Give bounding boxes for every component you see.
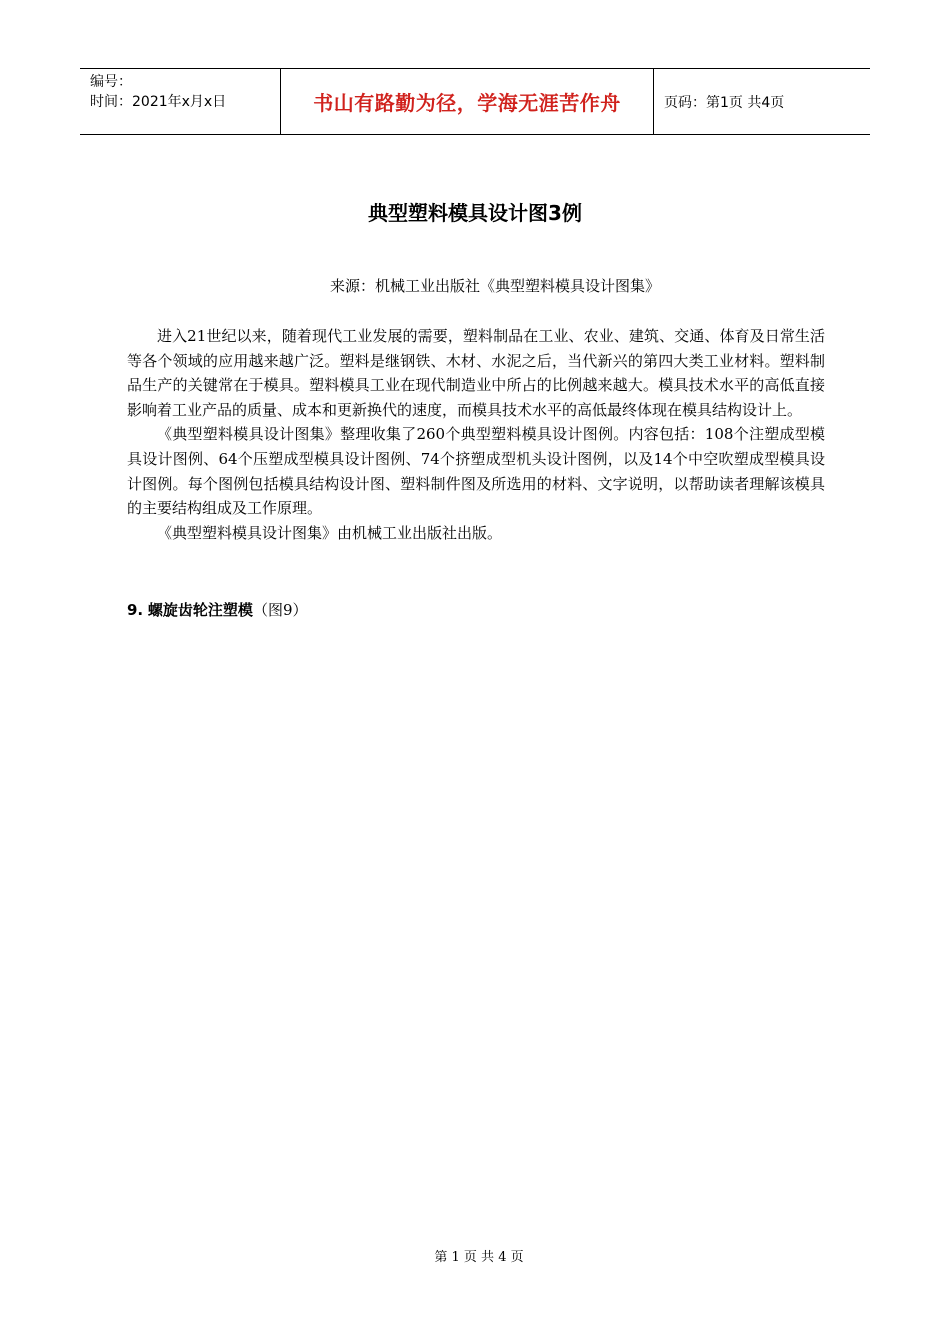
body-paragraph: 进入21世纪以来，随着现代工业发展的需要，塑料制品在工业、农业、建筑、交通、体育及日常生活等各个领域的应用越来越广泛。塑料是继钢铁、木材、水泥之后，当代新兴的第四大类工业材料。塑料制品生产的关键常在于模具。塑料模具工业在现代制造业中所占的比例越来越大。模具技术水平的高低直接影响着工业产品的质量、成本和更新换代的速度，而模具技术水平的高低最终体现在模具结构设计上。 bbox=[127, 327, 825, 419]
page-footer: 第 1 页 共 4 页 bbox=[434, 1250, 524, 1265]
header-page-cell bbox=[654, 69, 870, 134]
document-source: 来源：机械工业出版社《典型塑料模具设计图集》 bbox=[329, 277, 660, 295]
header-page-info: 页码：第1页 共4页 bbox=[664, 94, 785, 111]
section-heading bbox=[127, 599, 307, 620]
section-figure-ref: （图9） bbox=[252, 601, 308, 619]
body-paragraph: 《典型塑料模具设计图集》由机械工业出版社出版。 bbox=[157, 523, 503, 542]
document-body bbox=[127, 324, 825, 545]
section-number: 9. bbox=[127, 601, 144, 619]
header-motto-cell bbox=[281, 69, 654, 134]
document-title: 典型塑料模具设计图3例 bbox=[368, 201, 582, 225]
body-paragraph: 《典型塑料模具设计图集》整理收集了260个典型塑料模具设计图例。内容包括：108个注塑成型模具设计图例、64个压塑成型模具设计图例、74个挤塑成型机头设计图例，以及14个中空吹塑成型模具设计图例。每个图例包括模具结构设计图、塑料制件图及所选用的材料、文字说明，以帮助读者理解该模具的主要结构组成及工作原理。 bbox=[127, 425, 825, 518]
section-name: 螺旋齿轮注塑模 bbox=[147, 601, 253, 619]
document-number-label: 编号： bbox=[90, 74, 132, 90]
header-meta-cell bbox=[80, 69, 281, 134]
document-date-label: 时间：2021年x月x日 bbox=[90, 94, 227, 110]
header-motto: 书山有路勤为径，学海无涯苦作舟 bbox=[313, 91, 621, 115]
document-header bbox=[80, 68, 870, 135]
